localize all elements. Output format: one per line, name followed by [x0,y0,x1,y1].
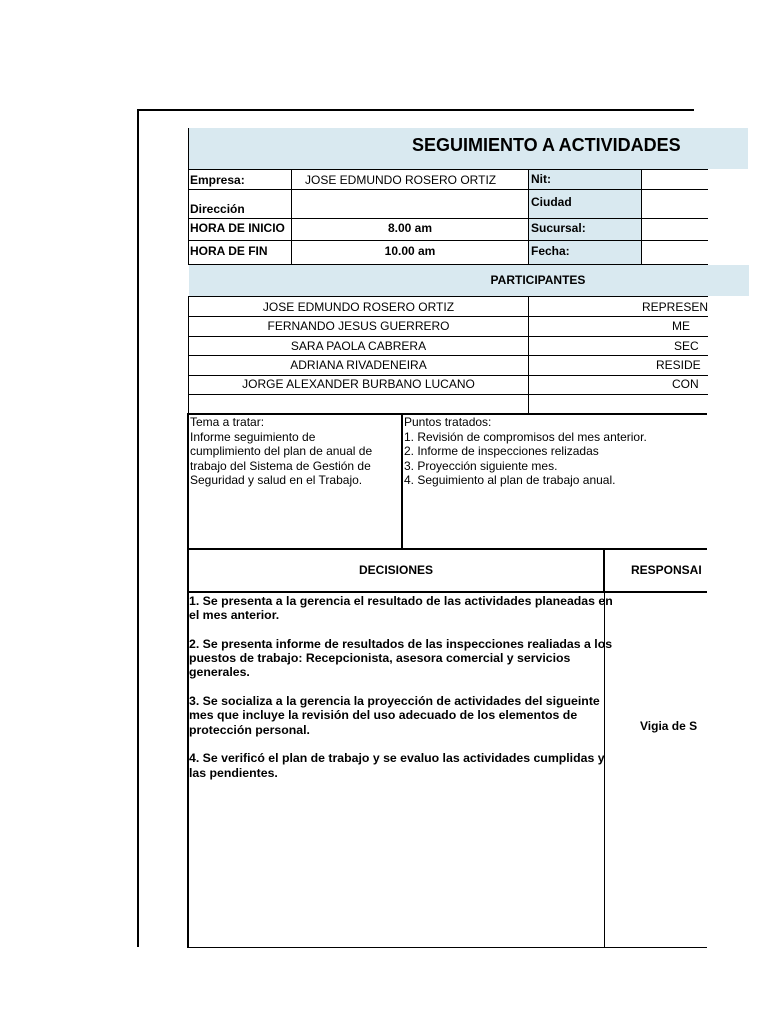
decisiones-header: DECISIONES [358,563,433,577]
section-border [603,548,605,593]
page-title: SEGUIMIENTO A ACTIVIDADES [412,135,681,155]
grid-line [188,336,708,337]
decisiones-text: 1. Se presenta a la gerencia el resultado de las actividades planeadas en el mes anterior. 2. Se presenta informe de resultados de las inspecciones realiadas a los puestos de trabajo: Recepcionista, asesora comercial y servicios generales. 3. Se socializa a la gerencia la proyección de actividades del sigueinte mes que incluye la revisión del uso adecuado de los elementos de protección personal. 4. Se verificó el plan de trabajo y se evaluo las actividades cumplidas y las pendientes. [189,594,613,780]
hora-fin-value: 10.00 am [384,244,436,258]
tema-a-tratar: Tema a tratar: Informe seguimiento de cumplimiento del plan de anual de trabajo del Sistema de Gestión de Seguridad y salud en el Trabajo. [190,415,373,487]
participant-role: CON [672,377,699,391]
responsable-header: RESPONSAI [631,563,702,577]
hora-fin-label: HORA DE FIN [190,244,268,258]
participant-role: SEC [674,339,699,353]
sucursal-label: Sucursal: [531,221,586,235]
grid-line [188,355,708,356]
section-border [187,548,707,550]
nit-label: Nit: [531,172,551,186]
participant-name: SARA PAOLA CABRERA [290,339,427,353]
participant-role: RESIDE [656,358,701,372]
direccion-label: Dirección [190,202,245,216]
ciudad-label: Ciudad [531,195,572,209]
section-border [187,591,707,593]
grid-line [188,128,189,265]
hora-inicio-label: HORA DE INICIO [190,221,285,235]
participant-role: REPRESEN [642,300,709,314]
grid-line [528,296,529,414]
grid-line [641,169,642,264]
participant-role: ME [672,319,690,333]
participant-name: ADRIANA RIVADENEIRA [290,358,427,372]
grid-line [188,296,708,297]
empresa-value: JOSE EDMUNDO ROSERO ORTIZ [305,173,497,187]
grid-line [188,316,708,317]
participant-name: FERNANDO JESUS GUERRERO [267,319,450,333]
section-border [401,413,403,548]
participant-name: JORGE ALEXANDER BURBANO LUCANO [242,377,475,391]
puntos-tratados: Puntos tratados: 1. Revisión de compromisos del mes anterior. 2. Informe de inspecciones relizadas 3. Proyección siguiente mes. 4. Seguimiento al plan de trabajo anual. [404,415,647,487]
grid-line [188,394,708,395]
participantes-header: PARTICIPANTES [490,273,586,287]
empresa-label: Empresa: [190,173,245,187]
section-border [187,947,707,948]
fecha-label: Fecha: [531,244,570,258]
participant-name: JOSE EDMUNDO ROSERO ORTIZ [262,300,455,314]
responsable-value: Vigia de S [640,719,698,733]
grid-line [188,375,708,376]
hora-inicio-value: 8.00 am [387,221,433,235]
